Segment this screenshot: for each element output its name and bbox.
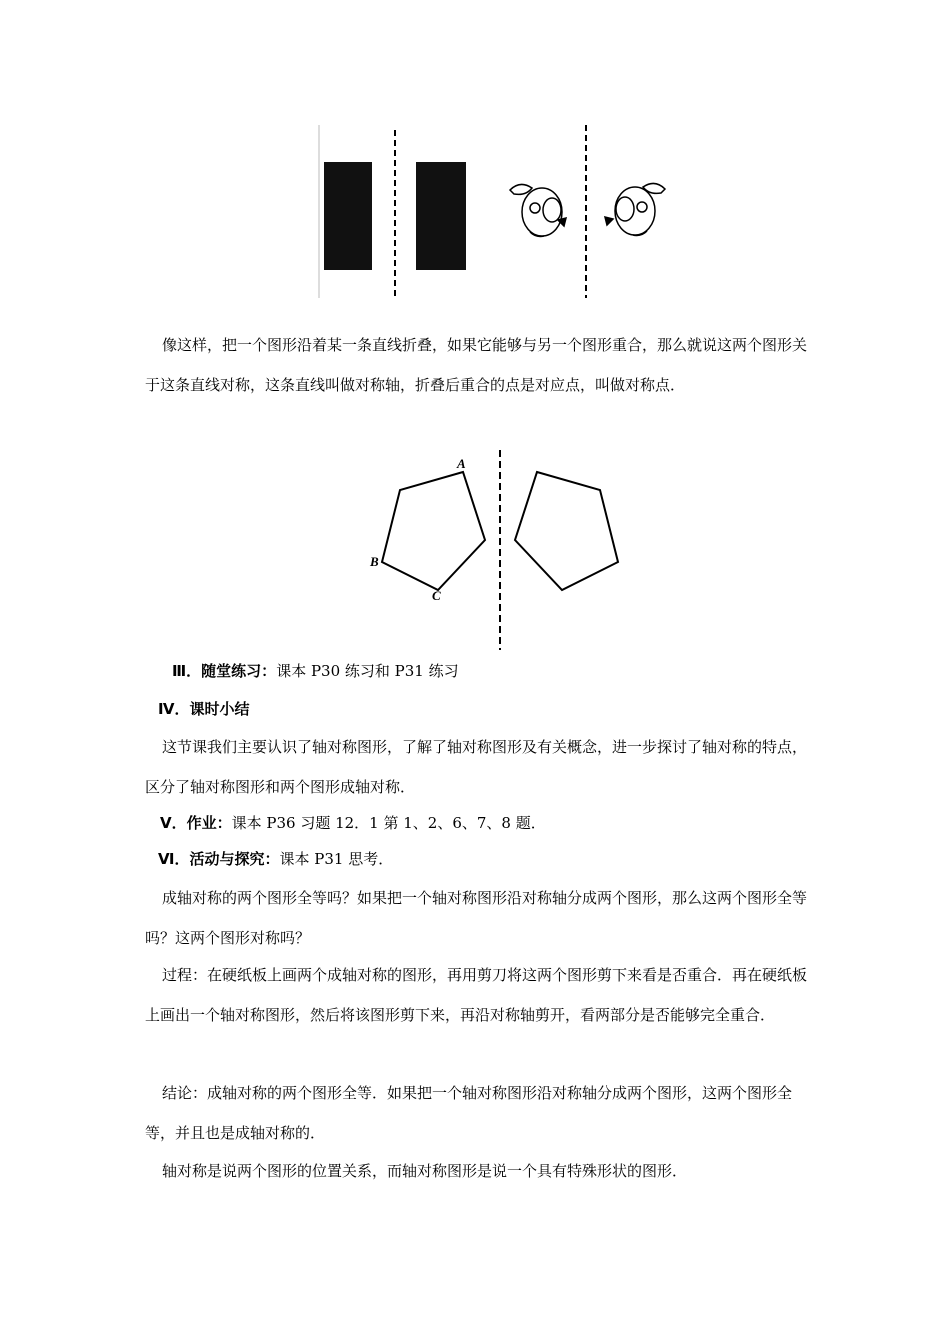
right-black-rectangle: [416, 162, 466, 270]
section-6-heading: Ⅵ．活动与探究：: [158, 850, 280, 868]
section-6: [158, 848, 823, 870]
label-b: B: [370, 554, 379, 569]
section-6-text: 课本 P31 思考．: [279, 850, 394, 868]
final-paragraph: 轴对称是说两个图形的位置关系，而轴对称图形是说一个具有特殊形状的图形．: [162, 1162, 688, 1180]
section-4-heading: Ⅳ．课时小结: [158, 700, 250, 718]
section-5-text: 课本 P36 习题 12．1 第 1、2、6、7、8 题．: [231, 814, 546, 832]
bird-right-icon: [605, 183, 665, 235]
symmetry-figure-top-right: [595, 175, 670, 245]
label-c: C: [432, 588, 441, 603]
right-pentagon: [515, 472, 618, 590]
bird-left-icon: [510, 184, 566, 236]
section-3-heading: Ⅲ．随堂练习：: [172, 662, 277, 680]
symmetry-figure-top: [310, 120, 610, 305]
section-4: [158, 698, 823, 720]
section-3-text: 课本 P30 练习和 P31 练习: [276, 662, 459, 680]
process-paragraph: 过程：在硬纸板上画两个成轴对称的图形，再用剪刀将这两个图形剪下来看是否重合．再在硬纸板上画出一个轴对称图形，然后将该图形剪下来，再沿对称轴剪开，看两部分是否能够完全重合．: [145, 966, 808, 1024]
pentagon-figure: [360, 450, 640, 655]
section-5: [160, 812, 825, 834]
left-pentagon: [382, 472, 485, 590]
summary-paragraph: 这节课我们主要认识了轴对称图形，了解了轴对称图形及有关概念，进一步探讨了轴对称的特点，区分了轴对称图形和两个图形成轴对称．: [145, 738, 808, 796]
section-3: [172, 660, 837, 682]
section-5-heading: Ⅴ．作业：: [160, 814, 232, 832]
intro-paragraph: 像这样，把一个图形沿着某一条直线折叠，如果它能够与另一个图形重合，那么就说这两个图形关于这条直线对称，这条直线叫做对称轴，折叠后重合的点是对应点，叫做对称点．: [145, 336, 808, 394]
left-black-rectangle: [324, 162, 372, 270]
conclusion-paragraph: 结论：成轴对称的两个图形全等．如果把一个轴对称图形沿对称轴分成两个图形，这两个图形全等，并且也是成轴对称的．: [145, 1084, 793, 1142]
label-a: A: [457, 456, 466, 471]
question-paragraph: 成轴对称的两个图形全等吗？如果把一个轴对称图形沿对称轴分成两个图形，那么这两个图形全等吗？这两个图形对称吗？: [145, 889, 808, 947]
